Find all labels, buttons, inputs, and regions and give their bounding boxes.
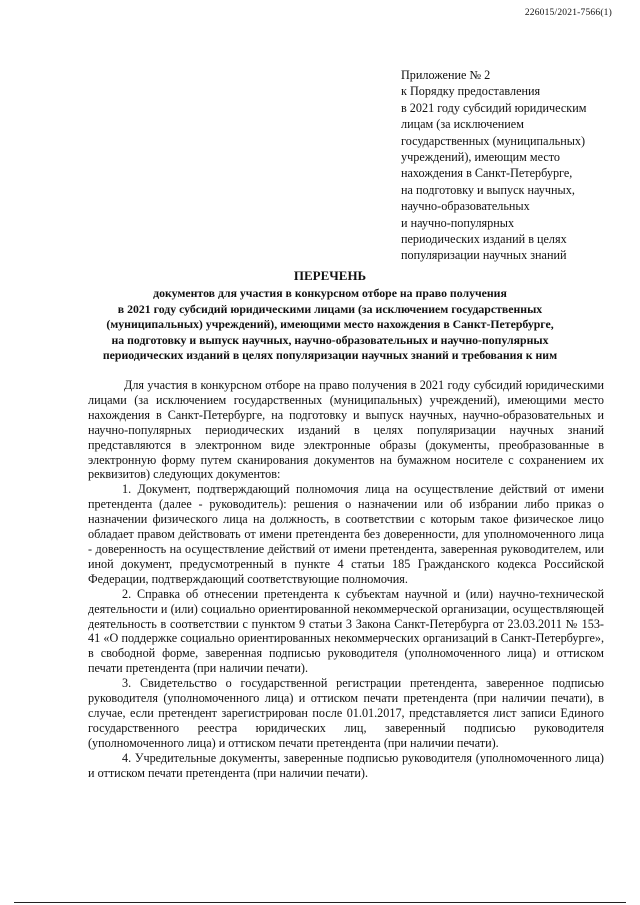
appendix-line: к Порядку предоставления	[401, 84, 541, 99]
document-title	[40, 268, 620, 364]
list-item-3: 3. Свидетельство о государственной регистрации претендента, заверенное подписью руководителя (уполномоченного лица) и оттиском печати претендента (при наличии печати), в случае, если претендент зарегистрирован после 01.01.2017, представляется лист записи Единого государственного реестра юридических лиц, заверенный подписью руководителя (уполномоченного лица) и оттиском печати претендента (при наличии печати).	[88, 676, 604, 750]
title-line: документов для участия в конкурсном отборе на право получения	[153, 286, 507, 300]
title-heading: ПЕРЕЧЕНЬ	[293, 268, 367, 283]
title-line: на подготовку и выпуск научных, научно-образовательных и научно-популярных	[111, 332, 549, 347]
appendix-header	[401, 67, 621, 264]
appendix-line: в 2021 году субсидий юридическим	[401, 100, 587, 115]
intro-paragraph: Для участия в конкурсном отборе на право получения в 2021 году субсидий юридическими лицами (за исключением государственных (муниципальных) учреждений), имеющими место нахождения в Санкт-Петербурге, на подготовку и выпуск научных, научно-образовательных и научно-популярных периодических изданий в целях популяризации научных знаний представляются в электронном виде электронные образы (документы, преобразованные в электронную форму путем сканирования документов на бумажном носителе с сохранением их реквизитов) следующих документов:	[88, 378, 604, 482]
title-line: периодических изданий в целях популяризации научных знаний и требования к ним	[102, 348, 558, 363]
appendix-line: государственных (муниципальных)	[401, 133, 586, 148]
appendix-line: на подготовку и выпуск научных,	[401, 182, 575, 197]
title-line: (муниципальных) учреждений), имеющими место нахождения в Санкт-Петербурге,	[106, 317, 554, 332]
appendix-line: научно-образовательных	[401, 199, 530, 214]
appendix-line: учреждений), имеющим место	[401, 150, 560, 165]
document-body	[88, 378, 604, 780]
list-item-2: 2. Справка об отнесении претендента к субъектам научной и (или) научно-технической деятельности и (или) социально ориентированной некоммерческой организации, осуществляющей деятельность в соответствии с пунктом 9 статьи 3 Закона Санкт-Петербурга от 23.03.2011 № 153-41 «О поддержке социально ориентированных некоммерческих организаций в Санкт-Петербурге», в свободной форме, заверенная подписью руководителя (уполномоченного лица) и оттиском печати претендента (при наличии печати).	[88, 586, 604, 676]
appendix-line: Приложение № 2	[401, 68, 491, 82]
appendix-line: и научно-популярных	[401, 215, 515, 230]
appendix-line: лицам (за исключением	[401, 117, 524, 132]
page-bottom-rule	[14, 902, 626, 903]
appendix-line: периодических изданий в целях	[401, 232, 567, 247]
appendix-line: нахождения в Санкт-Петербурге,	[401, 166, 573, 181]
title-line: в 2021 году субсидий юридическими лицами (за исключением государственных	[117, 301, 543, 316]
appendix-line: популяризации научных знаний	[401, 248, 567, 263]
list-item-4: 4. Учредительные документы, заверенные подписью руководителя (уполномоченного лица) и оттиском печати претендента (при наличии печати).	[88, 750, 604, 780]
document-id-number: 226015/2021-7566(1)	[524, 8, 612, 18]
list-item-1: 1. Документ, подтверждающий полномочия лица на осуществление действий от имени претендента (далее - руководитель): решения о назначении или об избрании либо приказ о назначении физического лица на должность, в соответствии с которым такое физическое лицо обладает правом действовать от имени претендента без доверенности, для уполномоченного лица - доверенность на осуществление действий от имени претендента, заверенная руководителем, или иной документ, предусмотренный в пункте 4 статьи 185 Гражданского кодекса Российской Федерации, подтверждающий соответствующие полномочия.	[88, 482, 604, 586]
